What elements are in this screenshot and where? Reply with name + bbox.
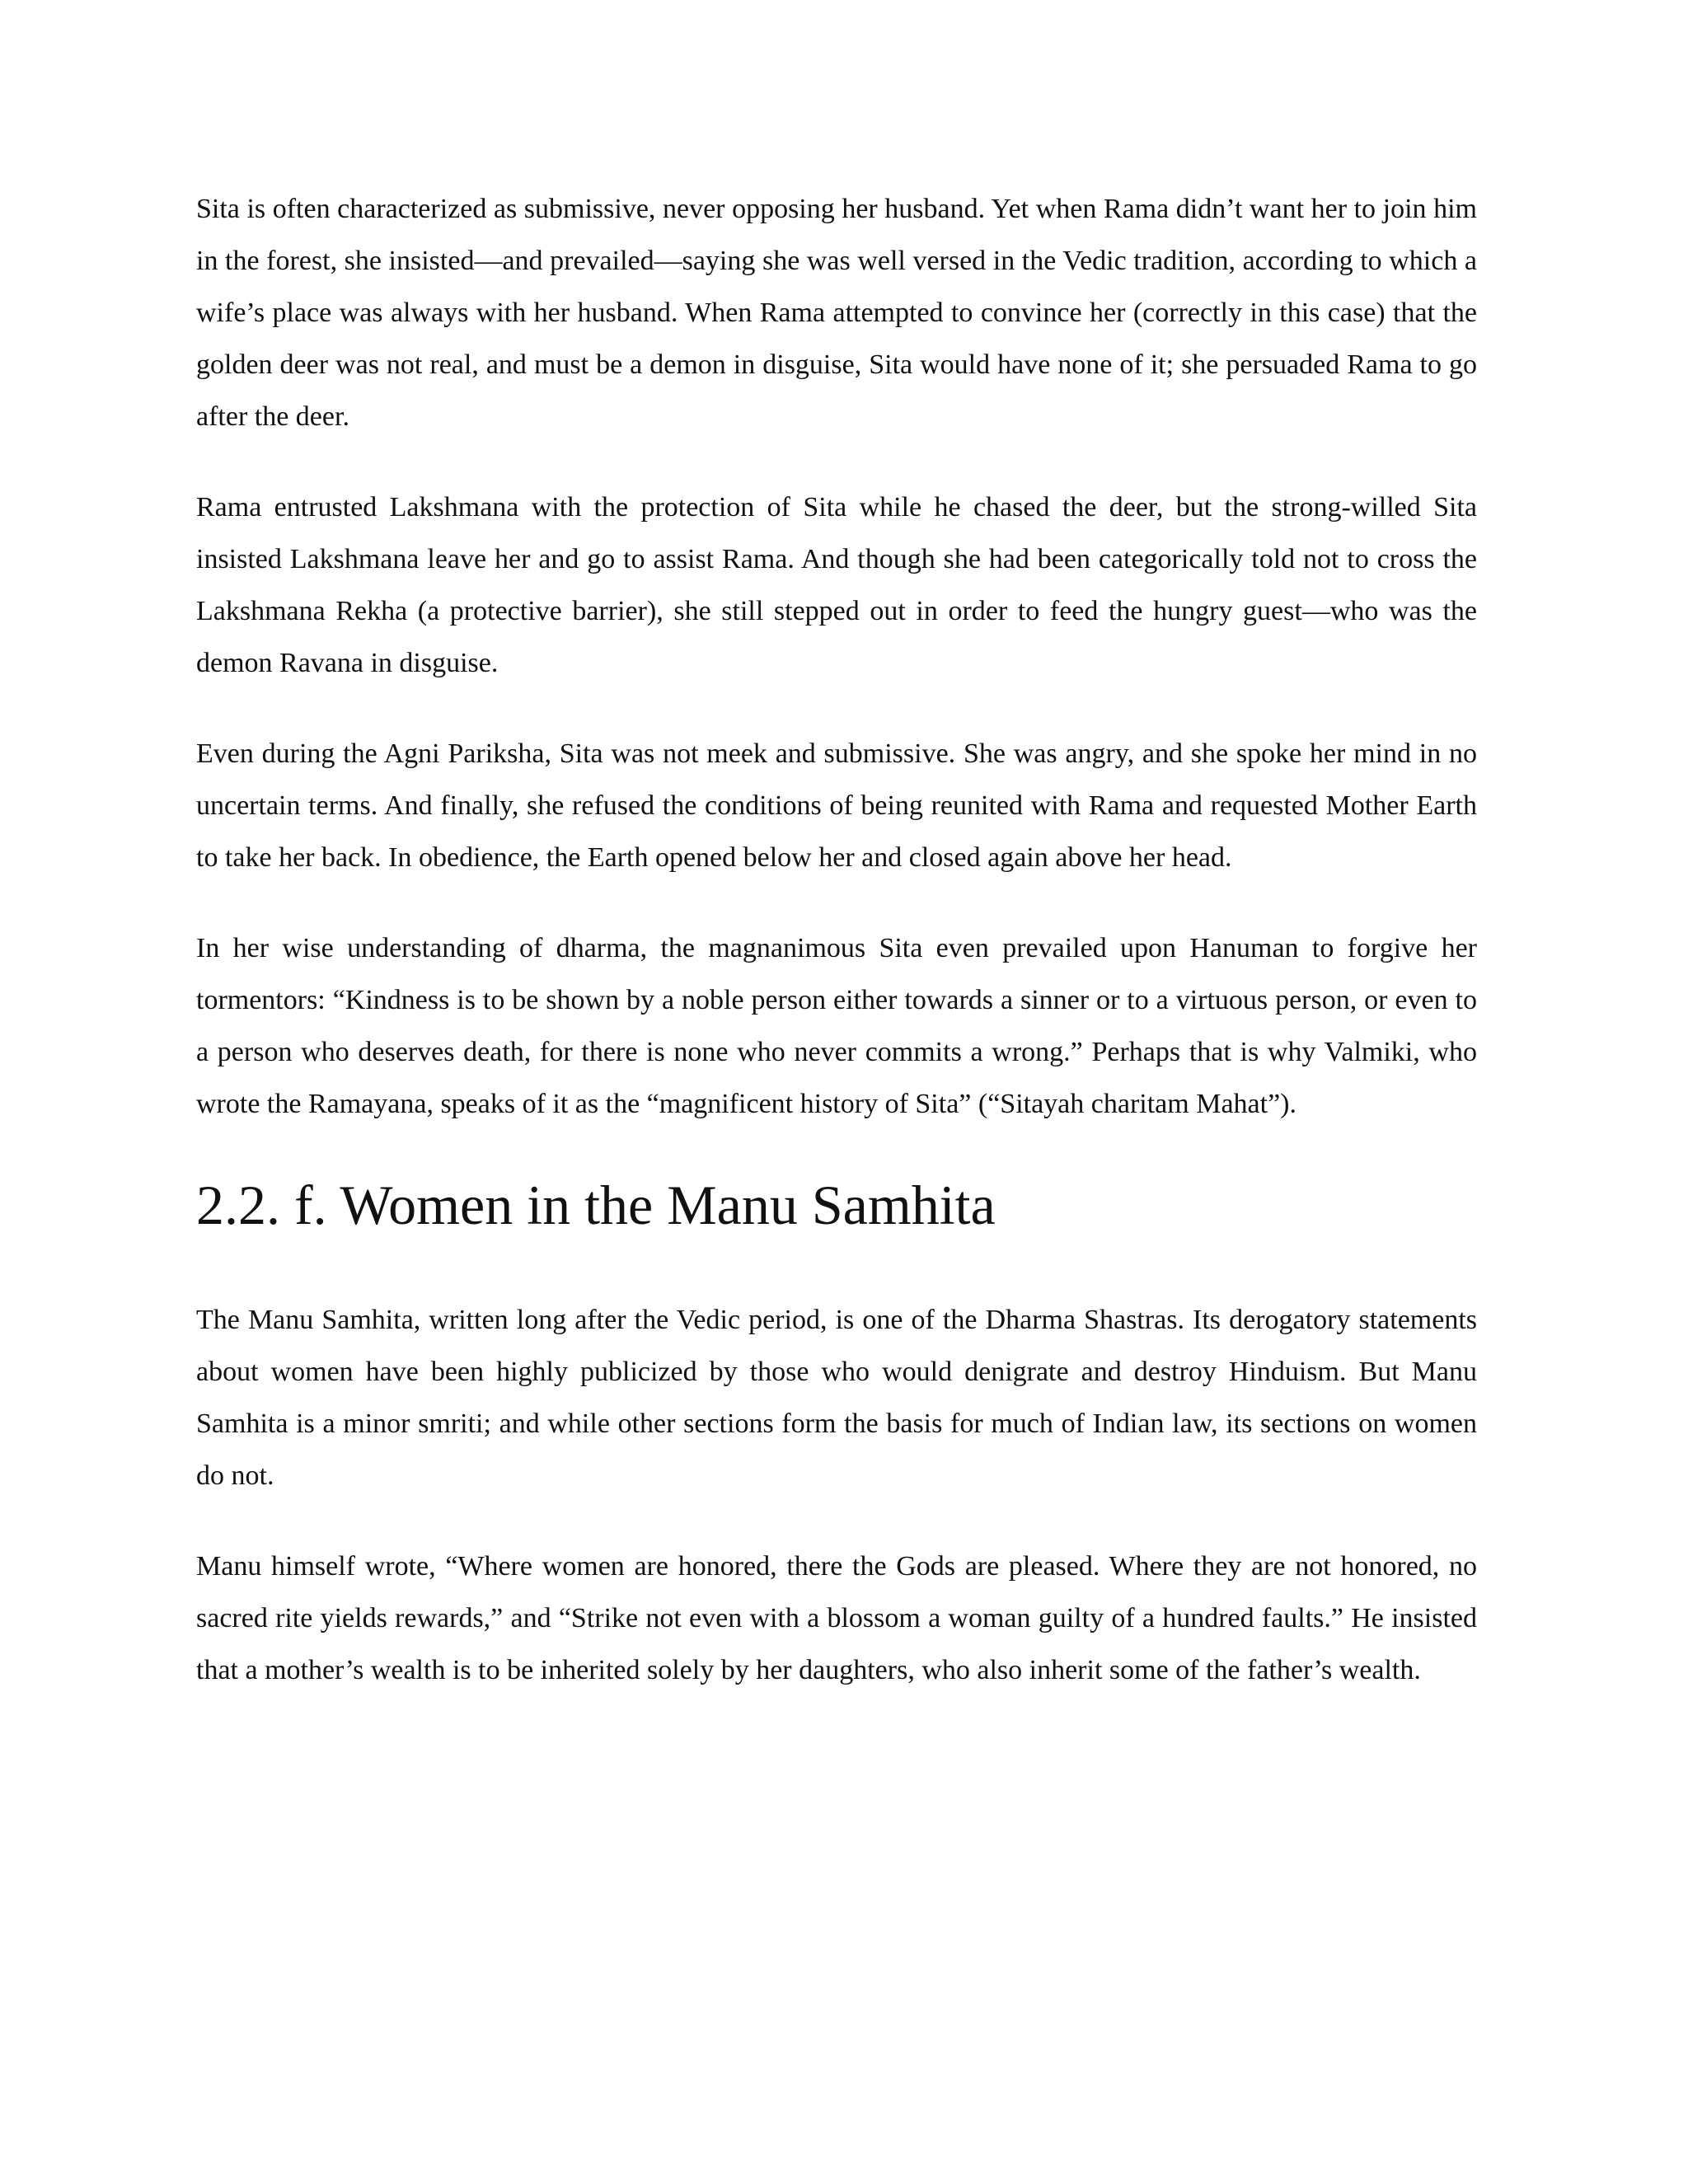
paragraph-lakshmana-rekha: Rama entrusted Lakshmana with the protection of Sita while he chased the deer, but the strong-willed Sita insisted Lakshmana leave her and go to assist Rama. And though she had been categorically told not to cross the Lakshmana Rekha (a protective barrier), she still stepped out in order to feed the hungry guest—who was the demon Ravana in disguise. (196, 492, 1477, 678)
paragraph-agni-pariksha: Even during the Agni Pariksha, Sita was not meek and submissive. She was angry, and she spoke her mind in no uncertain terms. And finally, she refused the conditions of being reunited with Rama and requested Mother Earth to take her back. In obedience, the Earth opened below her and closed again above her head. (196, 738, 1477, 873)
paragraph-manu-quotes: Manu himself wrote, “Where women are honored, there the Gods are pleased. Where they are not honored, no sacred rite yields rewards,” and “Strike not even with a blossom a woman guilty of a hundred faults.” He insisted that a mother’s wealth is to be inherited solely by her daughters, who also inherit some of the father’s wealth. (196, 1551, 1477, 1685)
section-heading: 2.2. f. Women in the Manu Samhita (196, 1174, 996, 1236)
paragraph-manu-samhita-intro: The Manu Samhita, written long after the Vedic period, is one of the Dharma Shastras. Its derogatory statements about women have been highly publicized by those who would denigrate and destroy Hinduism. But Manu Samhita is a minor smriti; and while other sections form the basis for much of Indian law, its sections on women do not. (196, 1305, 1477, 1491)
paragraph-sita-submissive: Sita is often characterized as submissive, never opposing her husband. Yet when Rama didn’t want her to join him in the forest, she insisted—and prevailed—saying she was well versed in the Vedic tradition, according to which a wife’s place was always with her husband. When Rama attempted to convince her (correctly in this case) that the golden deer was not real, and must be a demon in disguise, Sita would have none of it; she persuaded Rama to go after the deer. (196, 194, 1477, 432)
document-page (196, 183, 1477, 1735)
paragraph-dharma-kindness: In her wise understanding of dharma, the magnanimous Sita even prevailed upon Hanuman to forgive her tormentors: “Kindness is to be shown by a noble person either towards a sinner or to a virtuous person, or even to a person who deserves death, for there is none who never commits a wrong.” Perhaps that is why Valmiki, who wrote the Ramayana, speaks of it as the “magnificent history of Sita” (“Sitayah charitam Mahat”). (196, 933, 1477, 1119)
